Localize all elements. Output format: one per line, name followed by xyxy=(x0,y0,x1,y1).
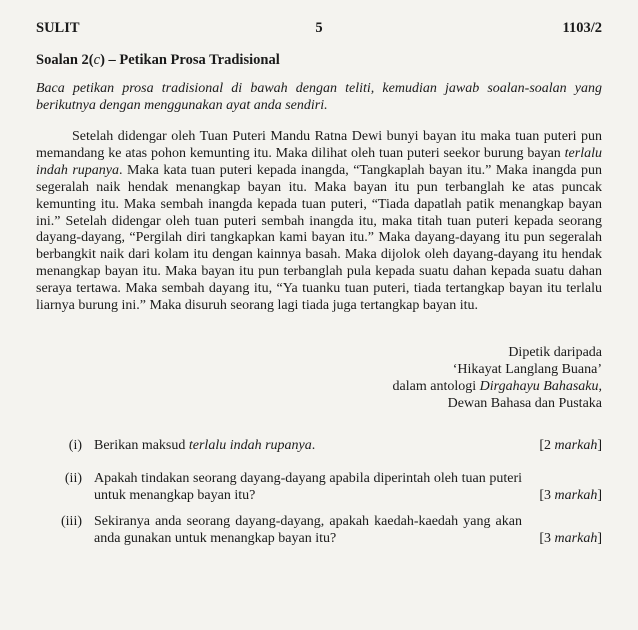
page-header xyxy=(36,20,602,40)
question-marks: [2 markah] xyxy=(539,438,602,453)
instruction: Baca petikan prosa tradisional di bawah dengan teliti, kemudian jawab soalan-soalan yang berikutnya dengan menggunakan ayat anda sendiri. xyxy=(36,81,602,113)
page-number: 5 xyxy=(315,20,323,36)
question-2 xyxy=(36,471,602,504)
question-text: Apakah tindakan seorang dayang-dayang apabila diperintah oleh tuan puteri untuk menangkap bayan itu? xyxy=(94,471,522,503)
question-3 xyxy=(36,514,602,547)
question-number: (i) xyxy=(68,438,82,453)
question-text: Berikan maksud terlalu indah rupanya. xyxy=(94,438,316,453)
source-citation: Dipetik daripada ‘Hikayat Langlang Buana’ dalam antologi Dirgahayu Bahasaku, Dewan Bahasa dan Pustaka xyxy=(392,345,602,411)
question-1 xyxy=(36,438,602,455)
passage-italic-phrase: terlalu indah rupanya xyxy=(36,145,602,178)
section-title: Soalan 2(c) – Petikan Prosa Tradisional xyxy=(36,52,280,68)
header-confidential: SULIT xyxy=(36,20,80,36)
question-marks: [3 markah] xyxy=(539,530,602,546)
paper-code: 1103/2 xyxy=(562,20,602,36)
question-marks: [3 markah] xyxy=(539,487,602,503)
passage-text: Setelah didengar oleh Tuan Puteri Mandu Ratna Dewi bunyi bayan itu maka tuan puteri pun memandang ke atas pohon kemunting itu. Maka dilihat oleh tuan puteri seekor burung bayan terlalu indah rupanya. Maka kata tuan puteri kepada inangda, “Tangkaplah bayan itu.” Maka inangda pun segeralah naik hendak menangkap bayan itu. Maka bayan itu pun terbanglah ke atas puncak kemunting itu. Maka sembah inangda kepada tuan puteri, “Tiada dapatlah patik menangkap bayan ini.” Setelah didengar oleh tuan puteri sembah inangda itu, maka titah tuan puteri kepada seorang dayang-dayang, “Pergilah diri tangkapkan kami bayan itu.” Maka dayang-dayang itu pun segeralah berbangkit naik dari kolam itu dengan kainnya basah. Maka dijolok oleh dayang-dayang itu hendak menangkap bayan itu. Maka bayan itu pun terbanglah pula kepada suatu dahan kepada suatu dahan seraya tertawa. Maka sembah dayang itu, “Ya tuanku tuan puteri, tiada tertangkap bayan itu terlalu liarnya burung ini.” Maka disuruh seorang lagi tiada juga tertangkap bayan itu. xyxy=(36,129,602,314)
question-text: Sekiranya anda seorang dayang-dayang, apakah kaedah-kaedah yang akan anda gunakan untuk menangkap bayan itu? xyxy=(94,514,522,546)
question-number: (iii) xyxy=(61,514,82,529)
question-number: (ii) xyxy=(64,471,82,486)
